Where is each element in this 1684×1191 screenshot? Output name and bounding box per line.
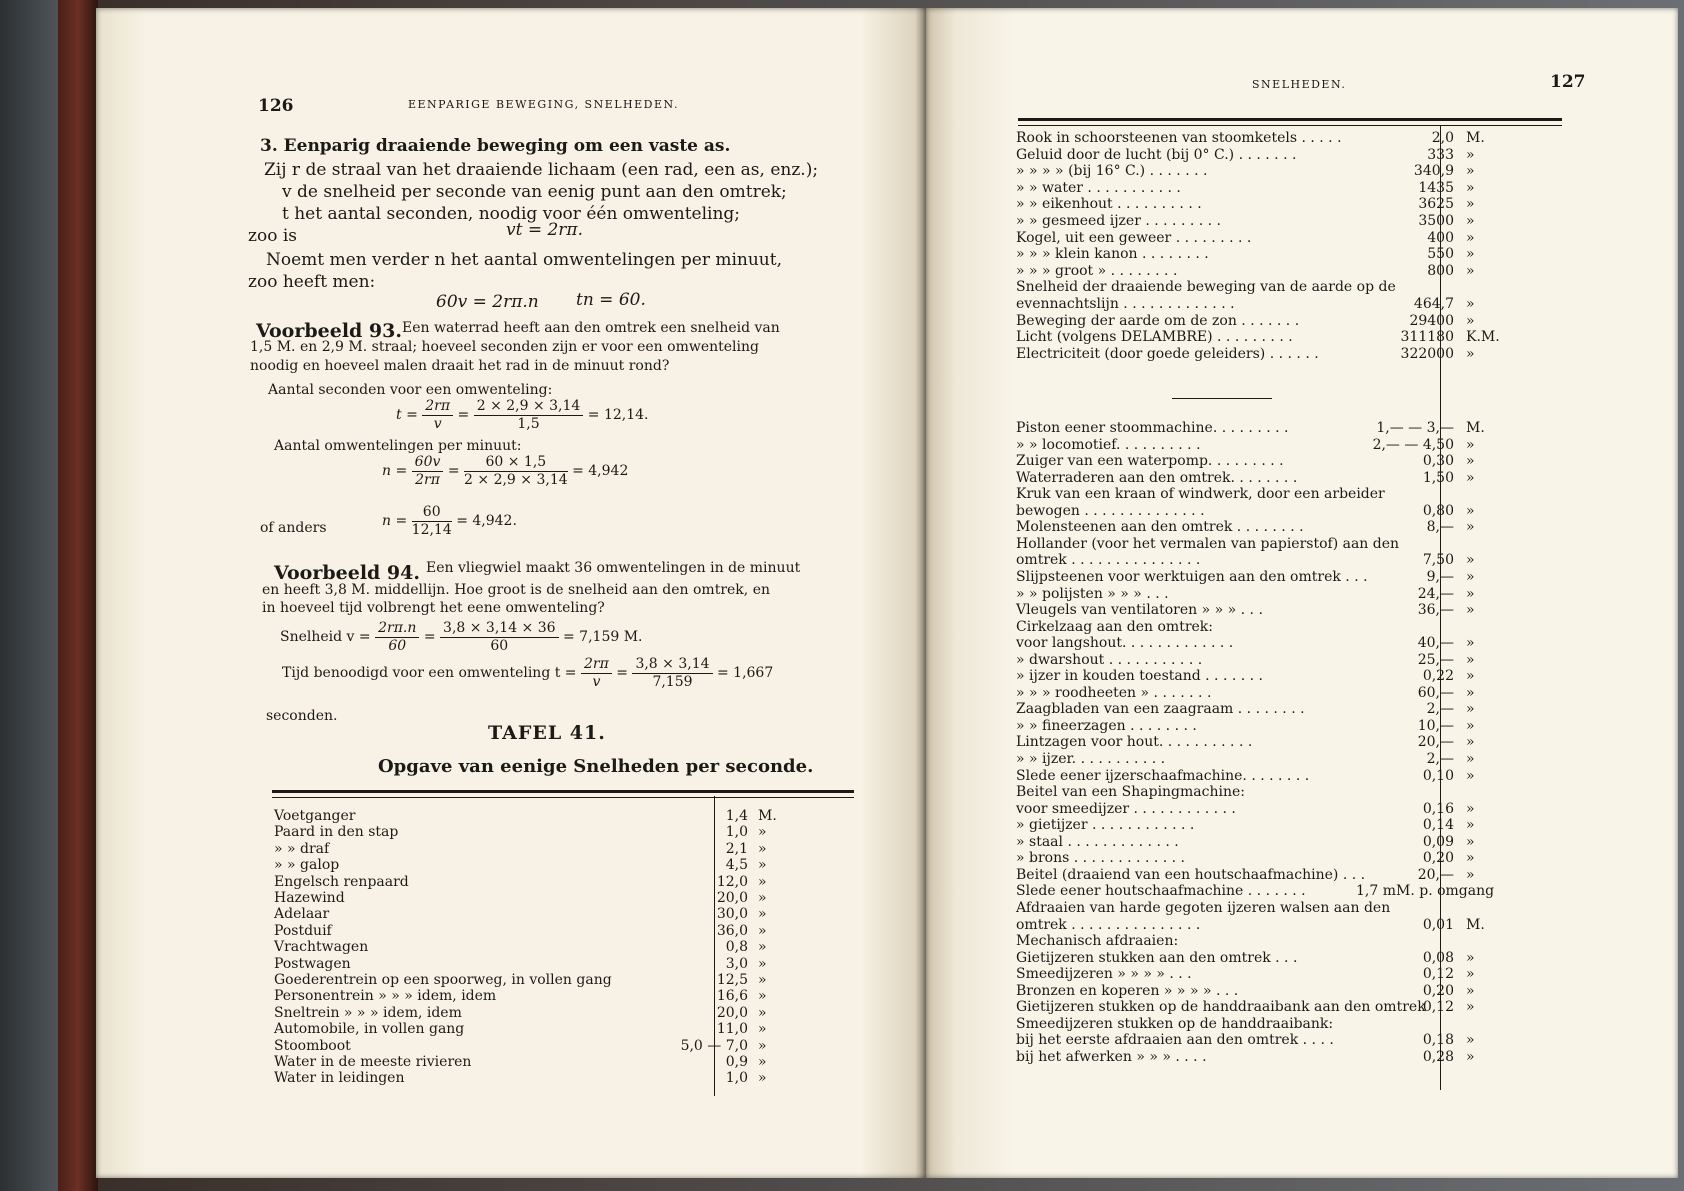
table-row-unit: » xyxy=(1466,296,1475,312)
table-row-value: 322000 xyxy=(1400,345,1454,362)
table-row-label: Gietijzeren stukken op de handdraaibank aan den omtrek xyxy=(1016,999,1426,1016)
numerator: 2rπ xyxy=(422,398,453,416)
table-row-unit: » xyxy=(758,1004,767,1021)
table-row-label: Smeedijzeren » » » » . . . xyxy=(1016,966,1192,983)
label: Aantal omwentelingen per minuut: xyxy=(274,438,522,454)
table-row-value: 12,5 xyxy=(716,972,748,988)
table-row-label: » dwarshout . . . . . . . . . . . xyxy=(1016,651,1203,668)
table-row-label: Slede eener houtschaafmachine . . . . . . . xyxy=(1016,883,1306,900)
table-top-rule xyxy=(272,790,854,798)
table-row-unit: » xyxy=(758,873,767,890)
denominator: 2rπ xyxy=(415,472,440,488)
table-row-value: 0,08 xyxy=(1422,949,1454,966)
table-row-label: Mechanisch afdraaien: xyxy=(1016,933,1179,950)
formula-lhs: Snelheid v = xyxy=(280,629,371,645)
table-row-label: » » fineerzagen . . . . . . . . xyxy=(1016,717,1197,734)
table-row-label: » » » roodheeten » . . . . . . . xyxy=(1016,684,1212,701)
table-row-unit: » xyxy=(1466,552,1475,569)
table-row-value: 0,16 xyxy=(1422,800,1454,817)
table-row-unit: » xyxy=(1466,817,1475,834)
table-row-label: Geluid door de lucht (bij 0° C.) . . . . . . . xyxy=(1016,146,1297,163)
table-row-unit: » xyxy=(1466,767,1475,784)
table-row-value: 2,— — 4,50 xyxy=(1372,436,1454,453)
table-row-value: 0,20 xyxy=(1422,982,1454,999)
table-row-value: 2,0 xyxy=(1431,130,1454,146)
numerator: 2rπ.n xyxy=(375,620,419,638)
table-row-label: voor smeedijzer . . . . . . . . . . . . xyxy=(1016,800,1236,817)
table-row-label: Beitel (draaiend van een houtschaafmachine) . . . xyxy=(1016,866,1366,883)
formula-line: vt = 2rπ. xyxy=(506,220,584,240)
table-row-value: 0,30 xyxy=(1422,453,1454,470)
table-row-label: Personentrein » » » idem, idem xyxy=(274,988,497,1005)
table-row-label: Licht (volgens DELAMBRE) . . . . . . . . . xyxy=(1016,329,1293,346)
table-row-unit: » xyxy=(758,922,767,939)
numerator: 3,8 × 3,14 × 36 xyxy=(440,620,559,638)
label: of anders xyxy=(260,520,327,536)
table-row-label: Beitel van een Shapingmachine: xyxy=(1016,784,1245,801)
table-row-unit: » xyxy=(1466,717,1475,734)
table-row-unit: » xyxy=(758,988,767,1005)
table-row-unit: » xyxy=(1466,1032,1475,1049)
result: = 1,667 xyxy=(716,665,774,681)
table-row-label: » » draf xyxy=(274,840,330,857)
table-row-value: 60,— xyxy=(1417,684,1454,701)
table-row-value: 0,10 xyxy=(1422,767,1454,784)
table-row-value: 1,0 xyxy=(725,1070,748,1087)
table-row-value: 29400 xyxy=(1409,312,1454,329)
table-row-unit: » xyxy=(1466,635,1475,652)
table-row-label: Beweging der aarde om de zon . . . . . . . xyxy=(1016,312,1300,329)
table-row-unit: » xyxy=(1466,999,1475,1016)
fraction xyxy=(632,656,712,691)
table-row-unit: » xyxy=(758,824,767,841)
table-row-value: 4,5 xyxy=(725,857,748,874)
formula-n-alt xyxy=(382,504,517,539)
numerator: 2rπ xyxy=(581,656,612,674)
table-row-value: 0,20 xyxy=(1422,850,1454,867)
denominator: 1,5 xyxy=(517,416,540,432)
table-row-label: » » eikenhout . . . . . . . . . . xyxy=(1016,196,1202,213)
table-row-unit: » xyxy=(1466,651,1475,668)
table-row-value: 0,80 xyxy=(1422,502,1454,519)
table-row-unit: » xyxy=(1466,701,1475,718)
table-row-unit: » xyxy=(1466,866,1475,883)
book-cover-edge xyxy=(58,0,98,1191)
table-row-label: Vrachtwagen xyxy=(274,939,369,956)
table-row-value: 400 xyxy=(1427,229,1454,246)
table-row-unit: » xyxy=(1466,213,1475,229)
left-page xyxy=(96,8,926,1178)
table-row-label: Paard in den stap xyxy=(274,824,399,841)
table-row-label: Zuiger van een waterpomp. . . . . . . . . xyxy=(1016,453,1284,470)
fraction xyxy=(440,620,559,655)
formula-lhs: Tijd benoodigd voor een omwenteling t = xyxy=(282,665,577,681)
table-row-label: Electriciteit (door goede geleiders) . . . . . . xyxy=(1016,345,1319,362)
table-top-rule xyxy=(1018,118,1562,126)
table-row-value: 3500 xyxy=(1418,213,1454,229)
formula-lhs: n = xyxy=(382,463,408,479)
table-row-value: 340,9 xyxy=(1413,163,1454,180)
table-row-unit: » xyxy=(758,1054,767,1070)
text-line: noodig en hoeveel malen draait het rad in de minuut rond? xyxy=(250,358,670,374)
table-row-value: 0,12 xyxy=(1422,966,1454,983)
table-row-unit: » xyxy=(1466,246,1475,263)
table-row-label: Waterraderen aan den omtrek. . . . . . . . xyxy=(1016,469,1298,486)
table-row-label: Lintzagen voor hout. . . . . . . . . . . xyxy=(1016,734,1253,751)
section-title: 3. Eenparig draaiende beweging om een vaste as. xyxy=(260,136,731,156)
table-title: TAFEL 41. xyxy=(488,722,606,744)
text-line: zoo is xyxy=(248,226,297,246)
table-row-label: » » polijsten » » » . . . xyxy=(1016,585,1169,602)
table-row-value: 0,9 xyxy=(725,1054,748,1070)
table-row-value: 11,0 xyxy=(716,1021,748,1038)
table-row-value: 20,0 xyxy=(716,1004,748,1021)
page-number: 127 xyxy=(1550,72,1586,92)
denominator: 60 xyxy=(490,638,509,654)
text-line: t het aantal seconden, noodig voor één omwenteling; xyxy=(282,204,741,224)
table-row-value: 0,8 xyxy=(725,939,748,956)
table-row-label: » staal . . . . . . . . . . . . . xyxy=(1016,833,1179,850)
table-row-unit: » xyxy=(1466,502,1475,519)
table-row-value: 20,0 xyxy=(716,890,748,906)
table-row-value: 30,0 xyxy=(716,906,748,923)
fraction xyxy=(474,398,584,433)
table-row-label: evennachtslijn . . . . . . . . . . . . . xyxy=(1016,296,1235,312)
table-row-unit: » xyxy=(758,939,767,956)
table-row-label: Automobile, in vollen gang xyxy=(274,1021,465,1038)
table-row-label: » » » groot » . . . . . . . . xyxy=(1016,262,1178,279)
formula-lhs: n = xyxy=(382,513,408,529)
table-row-value: 0,14 xyxy=(1422,817,1454,834)
table-row-label: » » locomotief. . . . . . . . . . xyxy=(1016,436,1201,453)
table-row-unit: » xyxy=(1466,751,1475,767)
table-row-label: omtrek . . . . . . . . . . . . . . . xyxy=(1016,552,1201,569)
text-line: Zij r de straal van het draaiende lichaam (een rad, een as, enz.); xyxy=(264,160,819,180)
running-head: EENPARIGE BEWEGING, SNELHEDEN. xyxy=(408,98,679,111)
table-row-unit: » xyxy=(1466,568,1475,585)
table-row-label: bewogen . . . . . . . . . . . . . . xyxy=(1016,502,1205,519)
table-row-unit: » xyxy=(1466,163,1475,180)
table-row-unit: » xyxy=(1466,519,1475,536)
table-row-unit: » xyxy=(758,857,767,874)
table-row-value: 0,12 xyxy=(1422,999,1454,1016)
table-row-label: Afdraaien van harde gegoten ijzeren walsen aan den xyxy=(1016,899,1391,916)
table-row-value: 1,50 xyxy=(1422,469,1454,486)
table-row-label: Zaagbladen van een zaagraam . . . . . . . . xyxy=(1016,701,1305,718)
formula-speed: Snelheid v = $\frac{2r\pi.n}{60}$ = $\frac{3,8 \times 3,14 \times 36}{60}$ = 7,159 M. xyxy=(280,620,643,654)
formula-t: t = $\frac{2r\pi}{v}$ = $\frac{2 \times 2,9 \times 3,14}{1,5}$ = 12,14. xyxy=(396,398,649,432)
table-row-value: 333 xyxy=(1427,146,1454,163)
result: = 4,942. xyxy=(456,513,517,529)
table-row-label: Postwagen xyxy=(274,955,351,972)
table-row-label: » ijzer in kouden toestand . . . . . . . xyxy=(1016,668,1264,685)
table-row-value: 2,— xyxy=(1426,751,1454,767)
table-row-unit: » xyxy=(758,1070,767,1087)
fraction xyxy=(464,454,568,489)
table-row-unit: M. xyxy=(1466,916,1485,933)
table-row-value: 5,0 — 7,0 xyxy=(680,1037,748,1054)
fraction xyxy=(422,398,453,433)
result: = 4,942 xyxy=(572,463,629,479)
table-row-value: 25,— xyxy=(1417,651,1454,668)
table-row-label: Snelheid der draaiende beweging van de aarde op de xyxy=(1016,279,1396,296)
table-row-label: » » galop xyxy=(274,857,340,874)
table-row-unit: » xyxy=(1466,1048,1475,1065)
formula-time: Tijd benoodigd voor een omwenteling t = $\frac{2r\pi}{v}$ = $\frac{3,8 \times 3,14}{7,159}$ = 1,667 xyxy=(282,656,774,690)
table-row-label: » » » klein kanon . . . . . . . . xyxy=(1016,246,1209,263)
text-line: v de snelheid per seconde van eenig punt aan den omtrek; xyxy=(282,182,787,202)
section-separator xyxy=(1172,398,1272,399)
result: = 7,159 M. xyxy=(563,629,643,645)
table-row-unit: M. xyxy=(1466,130,1485,146)
page-number: 126 xyxy=(258,96,294,116)
table-row-value: 1,7 mM. p. omgang xyxy=(1356,883,1495,900)
table-row-value: 36,0 xyxy=(716,922,748,939)
table-row-value: 36,— xyxy=(1417,602,1454,619)
table-row-unit: » xyxy=(1466,196,1475,213)
table-row-value: 3,0 xyxy=(725,955,748,972)
table-row-unit: » xyxy=(1466,312,1475,329)
table-row-label: Molensteenen aan den omtrek . . . . . . . . xyxy=(1016,519,1304,536)
denominator: v xyxy=(592,674,601,690)
table-row-value: 1,— — 3,— xyxy=(1376,420,1454,436)
table-row-label: » » water . . . . . . . . . . . xyxy=(1016,179,1181,196)
table-row-label: Cirkelzaag aan den omtrek: xyxy=(1016,618,1213,635)
table-row-unit: » xyxy=(1466,800,1475,817)
table-row-value: 24,— xyxy=(1417,585,1454,602)
table-row-value: 0,18 xyxy=(1422,1032,1454,1049)
table-row-value: 0,28 xyxy=(1422,1048,1454,1065)
text-line: Noemt men verder n het aantal omwentelingen per minuut, xyxy=(266,250,782,270)
table-row-unit: » xyxy=(1466,146,1475,163)
text-line: Een waterrad heeft aan den omtrek een snelheid van xyxy=(402,320,780,336)
table-row-unit: » xyxy=(1466,850,1475,867)
table-row-label: Smeedijzeren stukken op de handdraaibank: xyxy=(1016,1015,1334,1032)
table-row-label: Rook in schoorsteenen van stoomketels . . . . . xyxy=(1016,130,1342,146)
table-row-unit: » xyxy=(1466,436,1475,453)
table-row-label: Water in de meeste rivieren xyxy=(274,1054,472,1070)
table-row-label: Piston eener stoommachine. . . . . . . . . xyxy=(1016,420,1289,436)
table-row-value: 0,09 xyxy=(1422,833,1454,850)
table-row-value: 40,— xyxy=(1417,635,1454,652)
fraction xyxy=(412,454,444,489)
table-row-value: 16,6 xyxy=(716,988,748,1005)
table-row-value: 3625 xyxy=(1418,196,1454,213)
denominator: 60 xyxy=(388,638,407,654)
table-row-value: 2,1 xyxy=(725,840,748,857)
table-row-unit: » xyxy=(1466,668,1475,685)
text-line: in hoeveel tijd volbrengt het eene omwenteling? xyxy=(262,600,605,616)
table-row-unit: » xyxy=(1466,179,1475,196)
table-row-value: 0,22 xyxy=(1422,668,1454,685)
formula-n: n = $\frac{60v}{2r\pi}$ = $\frac{60 \times 1,5}{2 \times 2,9 \times 3,14}$ = 4,942 xyxy=(382,454,629,488)
table-row-unit: M. xyxy=(758,808,777,824)
table-row-unit: » xyxy=(758,1021,767,1038)
table-row-label: Kruk van een kraan of windwerk, door een arbeider xyxy=(1016,486,1385,503)
table-row-unit: » xyxy=(758,906,767,923)
table-row-label: Postduif xyxy=(274,922,332,939)
fraction xyxy=(412,504,452,539)
fraction xyxy=(581,656,612,691)
table-subtitle: Opgave van eenige Snelheden per seconde. xyxy=(378,756,814,777)
table-row-unit: » xyxy=(1466,684,1475,701)
table-row-value: 7,50 xyxy=(1422,552,1454,569)
table-row-value: 1,0 xyxy=(725,824,748,841)
text-line: 1,5 M. en 2,9 M. straal; hoeveel seconden zijn er voor een omwenteling xyxy=(250,339,759,355)
table-row-unit: » xyxy=(758,1037,767,1054)
table-row-value: 8,— xyxy=(1426,519,1454,536)
text-line: seconden. xyxy=(266,708,338,724)
table-row-label: Hazewind xyxy=(274,890,345,906)
table-row-value: 20,— xyxy=(1417,866,1454,883)
table-row-unit: » xyxy=(1466,982,1475,999)
table-row-label: » » » » (bij 16° C.) . . . . . . . xyxy=(1016,163,1208,180)
table-row-label: Slede eener ijzerschaafmachine. . . . . . . . xyxy=(1016,767,1310,784)
denominator: 12,14 xyxy=(411,522,452,538)
table-row-label: Goederentrein op een spoorweg, in vollen gang xyxy=(274,972,612,988)
table-row-value: 12,0 xyxy=(716,873,748,890)
denominator: 2 × 2,9 × 3,14 xyxy=(464,472,568,488)
table-row-value: 2,— xyxy=(1426,701,1454,718)
table-row-label: voor langshout. . . . . . . . . . . . . xyxy=(1016,635,1234,652)
table-row-unit: » xyxy=(1466,602,1475,619)
table-row-unit: » xyxy=(1466,229,1475,246)
formula-line: tn = 60. xyxy=(576,290,646,310)
table-row-label: Bronzen en koperen » » » » . . . xyxy=(1016,982,1239,999)
table-row-value: 1435 xyxy=(1418,179,1454,196)
formula-lhs: t = xyxy=(396,407,418,423)
numerator: 60 × 1,5 xyxy=(464,454,568,472)
table-row-label: bij het eerste afdraaien aan den omtrek . . . . xyxy=(1016,1032,1334,1049)
table-row-value: 1,4 xyxy=(725,808,748,824)
example-title: Voorbeeld 94. xyxy=(274,562,420,584)
table-row-value: 311180 xyxy=(1400,329,1454,346)
table-row-unit: » xyxy=(758,890,767,906)
text-line: zoo heeft men: xyxy=(248,272,376,292)
table-row-unit: » xyxy=(758,840,767,857)
result: = 12,14. xyxy=(587,407,649,423)
table-row-label: Sneltrein » » » idem, idem xyxy=(274,1004,462,1021)
text-line: en heeft 3,8 M. middellijn. Hoe groot is de snelheid aan den omtrek, en xyxy=(262,582,770,598)
numerator: 3,8 × 3,14 xyxy=(632,656,712,674)
table-row-unit: M. xyxy=(1466,420,1485,436)
table-row-unit: » xyxy=(1466,453,1475,470)
table-row-unit: » xyxy=(1466,469,1475,486)
table-row-unit: » xyxy=(1466,345,1475,362)
table-row-label: Kogel, uit een geweer . . . . . . . . . xyxy=(1016,229,1252,246)
table-row-unit: » xyxy=(758,955,767,972)
table-row-unit: K.M. xyxy=(1466,329,1500,346)
numerator: 2 × 2,9 × 3,14 xyxy=(474,398,584,416)
table-row-label: Water in leidingen xyxy=(274,1070,405,1087)
label: Aantal seconden voor een omwenteling: xyxy=(268,382,553,398)
table-row-label: Slijpsteenen voor werktuigen aan den omtrek . . . xyxy=(1016,568,1368,585)
table-row-label: bij het afwerken » » » . . . . xyxy=(1016,1048,1207,1065)
right-page xyxy=(926,8,1678,1178)
table-row-unit: » xyxy=(1466,734,1475,751)
table-row-unit: » xyxy=(1466,833,1475,850)
table-row-label: Vleugels van ventilatoren » » » . . . xyxy=(1016,602,1263,619)
table-row-unit: » xyxy=(1466,949,1475,966)
text-line: Een vliegwiel maakt 36 omwentelingen in de minuut xyxy=(426,560,801,576)
table-row-value: 464,7 xyxy=(1413,296,1454,312)
table-row-label: » » gesmeed ijzer . . . . . . . . . xyxy=(1016,213,1221,229)
running-head: SNELHEDEN. xyxy=(1252,78,1347,91)
table-row-unit: » xyxy=(1466,966,1475,983)
example-title: Voorbeeld 93. xyxy=(256,320,402,342)
fraction xyxy=(375,620,419,655)
table-row-label: » gietijzer . . . . . . . . . . . . xyxy=(1016,817,1195,834)
table-row-value: 10,— xyxy=(1417,717,1454,734)
table-row-value: 20,— xyxy=(1417,734,1454,751)
table-row-label: Hollander (voor het vermalen van papierstof) aan den xyxy=(1016,535,1400,552)
table-row-value: 9,— xyxy=(1426,568,1454,585)
table-row-label: Engelsch renpaard xyxy=(274,873,409,890)
denominator: 7,159 xyxy=(652,674,693,690)
table-row-unit: » xyxy=(1466,585,1475,602)
table-row-label: Gietijzeren stukken aan den omtrek . . . xyxy=(1016,949,1298,966)
formula-line: 60v = 2rπ.n xyxy=(436,292,539,312)
table-row-unit: » xyxy=(758,972,767,988)
table-row-label: » » ijzer. . . . . . . . . . . xyxy=(1016,751,1166,767)
numerator: 60v xyxy=(412,454,444,472)
table-row-label: Adelaar xyxy=(274,906,330,923)
table-row-value: 800 xyxy=(1427,262,1454,279)
table-row-value: 550 xyxy=(1427,246,1454,263)
table-row-label: omtrek . . . . . . . . . . . . . . . xyxy=(1016,916,1201,933)
denominator: v xyxy=(433,416,442,432)
table-row-label: Voetganger xyxy=(274,808,356,824)
table-row-label: Stoomboot xyxy=(274,1037,351,1054)
table-row-unit: » xyxy=(1466,262,1475,279)
table-row-value: 0,01 xyxy=(1422,916,1454,933)
table-row-label: » brons . . . . . . . . . . . . . xyxy=(1016,850,1186,867)
numerator: 60 xyxy=(412,504,452,522)
